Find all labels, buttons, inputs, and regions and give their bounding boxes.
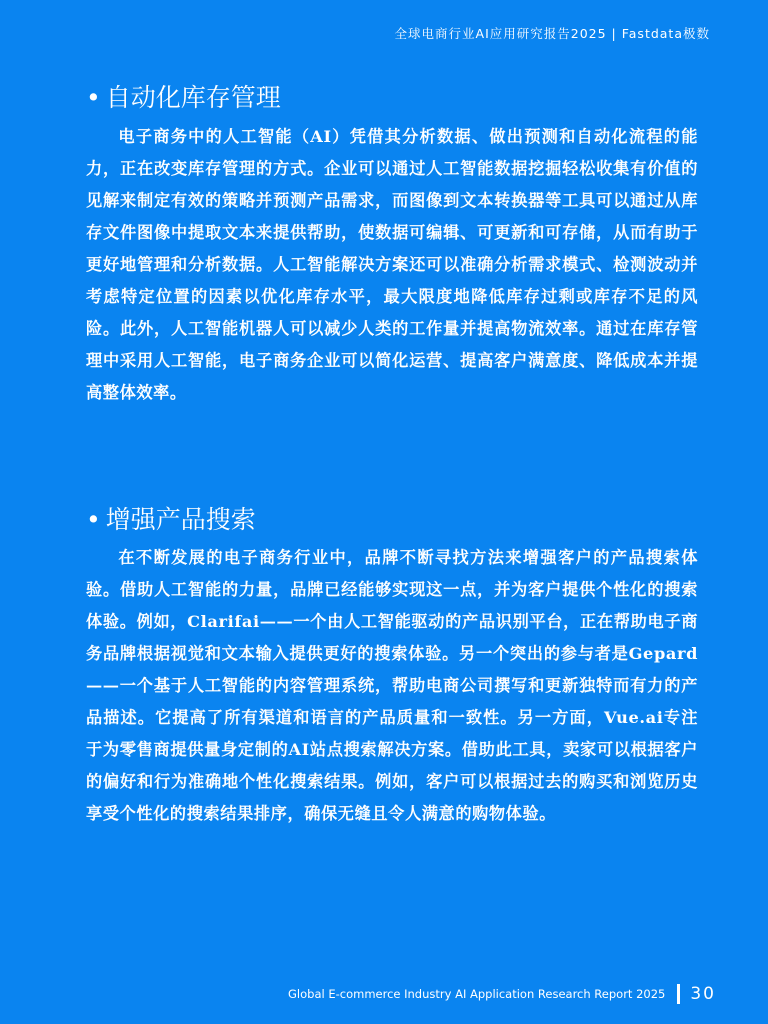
section-heading-search — [86, 500, 256, 536]
report-header-title: 全球电商行业AI应用研究报告2025 | Fastdata极数 — [394, 26, 710, 41]
section-paragraph-inventory: 电子商务中的人工智能（AI）凭借其分析数据、做出预测和自动化流程的能力，正在改变库存管理的方式。企业可以通过人工智能数据挖掘轻松收集有价值的见解来制定有效的策略并预测产品需求，而图像到文本转换器等工具可以通过从库存文件图像中提取文本来提供帮助，使数据可编辑、可更新和可存储，从而有助于更好地管理和分析数据。人工智能解决方案还可以准确分析需求模式、检测波动并考虑特定位置的因素以优化库存水平，最大限度地降低库存过剩或库存不足的风险。此外，人工智能机器人可以减少人类的工作量并提高物流效率。通过在库存管理中采用人工智能，电子商务企业可以简化运营、提高客户满意度、降低成本并提高整体效率。 — [86, 127, 698, 402]
section-paragraph-search: 在不断发展的电子商务行业中，品牌不断寻找方法来增强客户的产品搜索体验。借助人工智能的力量，品牌已经能够实现这一点，并为客户提供个性化的搜索体验。例如，Clarifai——一个由人工智能驱动的产品识别平台，正在帮助电子商务品牌根据视觉和文本输入提供更好的搜索体验。另一个突出的参与者是Gepard——一个基于人工智能的内容管理系统，帮助电商公司撰写和更新独特而有力的产品描述。它提高了所有渠道和语言的产品质量和一致性。另一方面，Vue.ai专注于为零售商提供量身定制的AI站点搜索解决方案。借助此工具，卖家可以根据客户的偏好和行为准确地个性化搜索结果。例如，客户可以根据过去的购买和浏览历史享受个性化的搜索结果排序，确保无缝且令人满意的购物体验。 — [86, 548, 698, 823]
page-number: 30 — [690, 984, 716, 1004]
section-heading-text: 自动化库存管理 — [105, 83, 281, 112]
section-heading-text: 增强产品搜索 — [105, 505, 256, 534]
footer-report-name: Global E-commerce Industry AI Application Research Report 2025 — [288, 987, 666, 1001]
bullet-icon: • — [86, 83, 101, 112]
section-heading-inventory — [86, 78, 281, 114]
bullet-icon: • — [86, 505, 101, 534]
footer-divider — [677, 984, 680, 1004]
page-footer — [288, 984, 716, 1004]
